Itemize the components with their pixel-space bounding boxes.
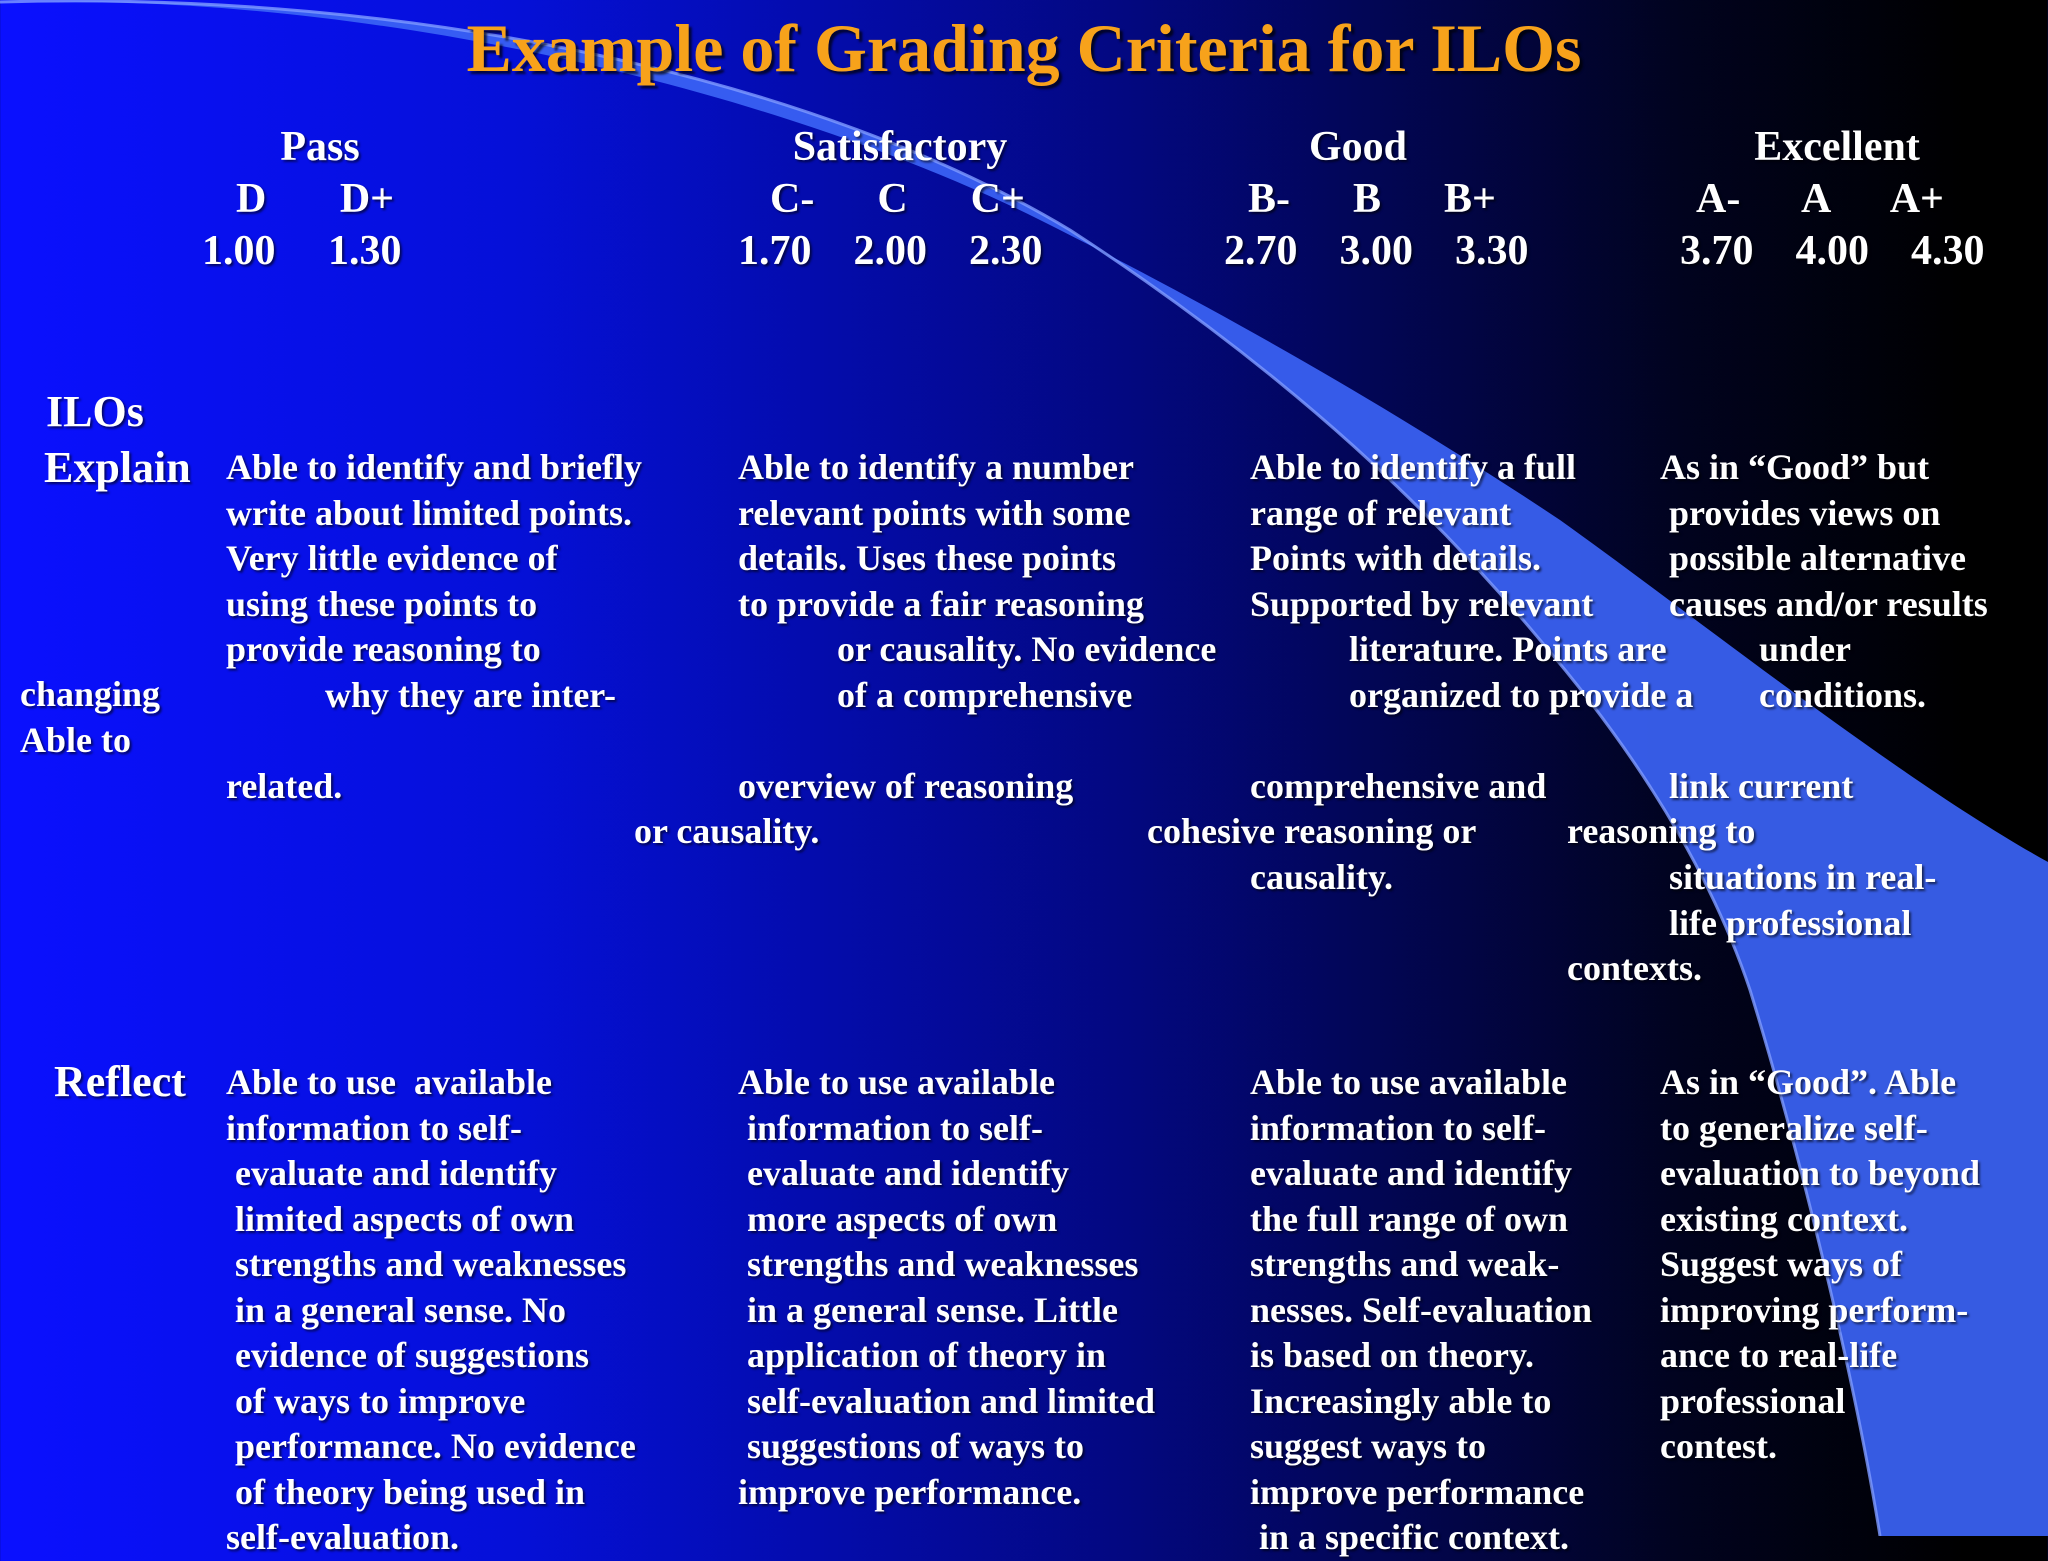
explain-good: Able to identify a full range of relevant Points with details. Supported by relevant literature. Points are organized to provide a comprehensive and (1250, 447, 1694, 806)
reflect-satisfactory: Able to use available information to self- evaluate and identify more aspects of own strengths and weaknesses in a general sense. Little application of theory in self-evaluation and limited suggestions of ways to improve performance. (738, 1062, 1156, 1512)
ilos-heading: ILOs (46, 387, 144, 436)
explain-excellent-more: situations in real- life professional (1669, 857, 1937, 943)
explain-pass: Able to identify and briefly write about limited points. Very little evidence of using these points to provide reasoning to why they are inter- related. (226, 447, 643, 806)
explain-good-last: causality. (1250, 857, 1394, 897)
explain-excellent-tail: reasoning to (1567, 811, 1756, 851)
band-points: 2.70 3.00 3.30 (1224, 228, 1529, 274)
reflect-pass: Able to use available information to self- evaluate and identify limited aspects of own strengths and weaknesses in a general sense. No evidence of suggestions of ways to improve performance. No evidence of theory being used in self-evaluation. (226, 1062, 636, 1557)
band-name: Pass (280, 124, 360, 170)
explain-label: Explain (44, 443, 191, 492)
reflect-good: Able to use available information to self- evaluate and identify the full range of own strengths and weak- nesses. Self-evaluation is based on theory. Increasingly able to suggest ways to improve performance in a specific context. (1250, 1062, 1592, 1557)
explain-good-tail: cohesive reasoning or (1147, 811, 1477, 851)
band-points: 1.70 2.00 2.30 (738, 228, 1043, 274)
band-name: Good (1308, 124, 1408, 170)
band-points: 3.70 4.00 4.30 (1680, 228, 1985, 274)
band-points: 1.00 1.30 (202, 228, 402, 274)
band-grades: B- B B+ (1248, 176, 1496, 222)
slide-title: Example of Grading Criteria for ILOs (466, 10, 1582, 86)
reflect-excellent: As in “Good”. Able to generalize self- evaluation to beyond existing context. Suggest ways of improving perform- ance to real-life professional contest. (1660, 1062, 1981, 1466)
band-grades: A- A A+ (1696, 176, 1944, 222)
explain-excellent: As in “Good” but provides views on possible alternative causes and/or results under conditions. link current (1660, 447, 1988, 806)
explain-excellent-last: contexts. (1567, 948, 1702, 988)
band-grades: C- C C+ (770, 176, 1025, 222)
band-name: Satisfactory (792, 124, 1008, 170)
explain-satisfactory-tail: or causality. (634, 811, 820, 851)
band-name: Excellent (1754, 124, 1920, 170)
band-grades: D D+ (236, 176, 395, 222)
explain-satisfactory: Able to identify a number relevant points with some details. Uses these points to provide a fair reasoning or causality. No evidence of a comprehensive overview of reasoning (738, 447, 1217, 806)
explain-stray-text: changing Able to (20, 674, 161, 760)
reflect-label: Reflect (54, 1057, 186, 1106)
